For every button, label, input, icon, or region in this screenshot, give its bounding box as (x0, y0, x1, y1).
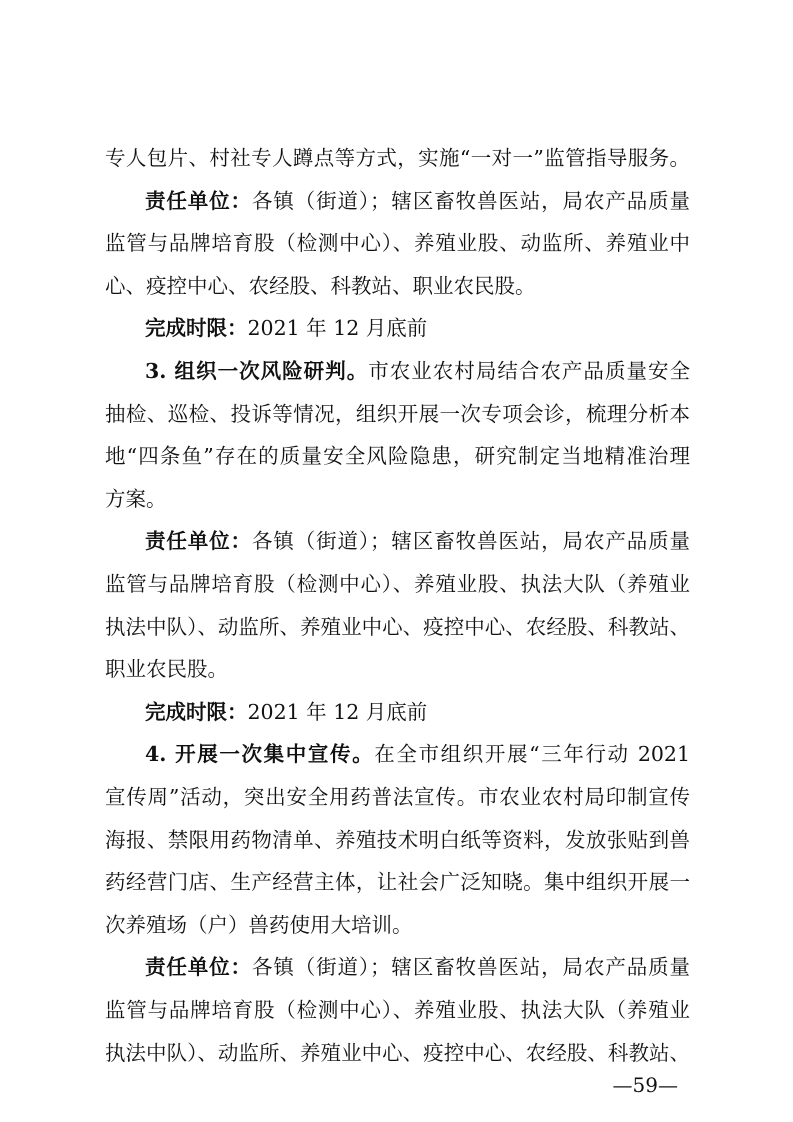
line-text: 宣传周”活动，突出安全用药普法宣传。市农业农村局印制宣传 (105, 785, 690, 809)
text-line-15 (145, 739, 690, 769)
text-line-11 (105, 569, 690, 599)
line-text: 地“四条鱼”存在的质量安全风险隐患，研究制定当地精准治理 (105, 444, 690, 469)
line-text: 次养殖场（户）兽药使用大培训。 (105, 912, 413, 937)
text-line-8 (105, 441, 690, 471)
line-text: 海报、禁限用药物清单、养殖技术明白纸等资料，发放张贴到兽 (105, 827, 690, 852)
line-text: 监管与品牌培育股（检测中心）、养殖业股、执法大队（养殖业 (105, 572, 690, 596)
line-text: 抽检、巡检、投诉等情况，组织开展一次专项会诊，梳理分析本 (105, 401, 690, 426)
text-line-21 (105, 995, 690, 1025)
line-text: 2021 年 12 月底前 (247, 316, 428, 341)
line-text: 执法中队）、动监所、养殖业中心、疫控中心、农经股、科教站、 (105, 1040, 690, 1065)
line-text: 各镇（街道）；辖区畜牧兽医站，局农产品质量 (251, 188, 690, 213)
text-line-22 (105, 1038, 690, 1068)
text-line-16 (105, 782, 690, 812)
label-responsible-unit: 责任单位： (145, 529, 252, 554)
line-text: 在全市组织开展“三年行动 2021 (374, 742, 690, 767)
text-line-7 (105, 399, 690, 429)
label-deadline: 完成时限： (145, 316, 248, 341)
page-number: —59— (612, 1072, 678, 1097)
text-line-10 (145, 526, 690, 556)
text-line-19 (105, 910, 690, 940)
line-text: 各镇（街道）；辖区畜牧兽医站，局农产品质量 (251, 955, 690, 980)
text-line-20 (145, 952, 690, 982)
label-deadline: 完成时限： (145, 699, 248, 724)
line-text: 方案。 (105, 486, 167, 511)
line-text: 职业农民股。 (105, 657, 228, 682)
text-line-5 (145, 313, 690, 343)
text-line-3 (105, 228, 690, 258)
line-text: 药经营门店、生产经营主体，让社会广泛知晓。集中组织开展一 (105, 870, 690, 895)
text-line-13 (105, 654, 690, 684)
section-heading-4: 4. 开展一次集中宣传。 (145, 742, 375, 767)
section-heading-3: 3. 组织一次风险研判。 (145, 359, 369, 383)
text-line-6 (145, 356, 690, 386)
line-text: 执法中队）、动监所、养殖业中心、疫控中心、农经股、科教站、 (105, 614, 690, 639)
text-line-14 (145, 697, 690, 727)
text-line-4 (105, 271, 690, 301)
line-text: 2021 年 12 月底前 (247, 699, 428, 724)
line-text: 心、疫控中心、农经股、科教站、职业农民股。 (105, 273, 536, 298)
line-text: 专人包片、村社专人蹲点等方式，实施“一对一”监管指导服务。 (105, 146, 690, 170)
text-line-1 (105, 143, 690, 173)
text-line-9 (105, 484, 690, 514)
text-line-17 (105, 825, 690, 855)
label-responsible-unit: 责任单位： (145, 955, 252, 980)
line-text: 监管与品牌培育股（检测中心）、养殖业股、动监所、养殖业中 (105, 231, 690, 256)
line-text: 市农业农村局结合农产品质量安全 (368, 359, 690, 383)
line-text: 监管与品牌培育股（检测中心）、养殖业股、执法大队（养殖业 (105, 998, 690, 1022)
text-line-18 (105, 867, 690, 897)
text-line-12 (105, 612, 690, 642)
label-responsible-unit: 责任单位： (145, 188, 252, 213)
text-line-2 (145, 186, 690, 216)
line-text: 各镇（街道）；辖区畜牧兽医站，局农产品质量 (251, 529, 690, 554)
